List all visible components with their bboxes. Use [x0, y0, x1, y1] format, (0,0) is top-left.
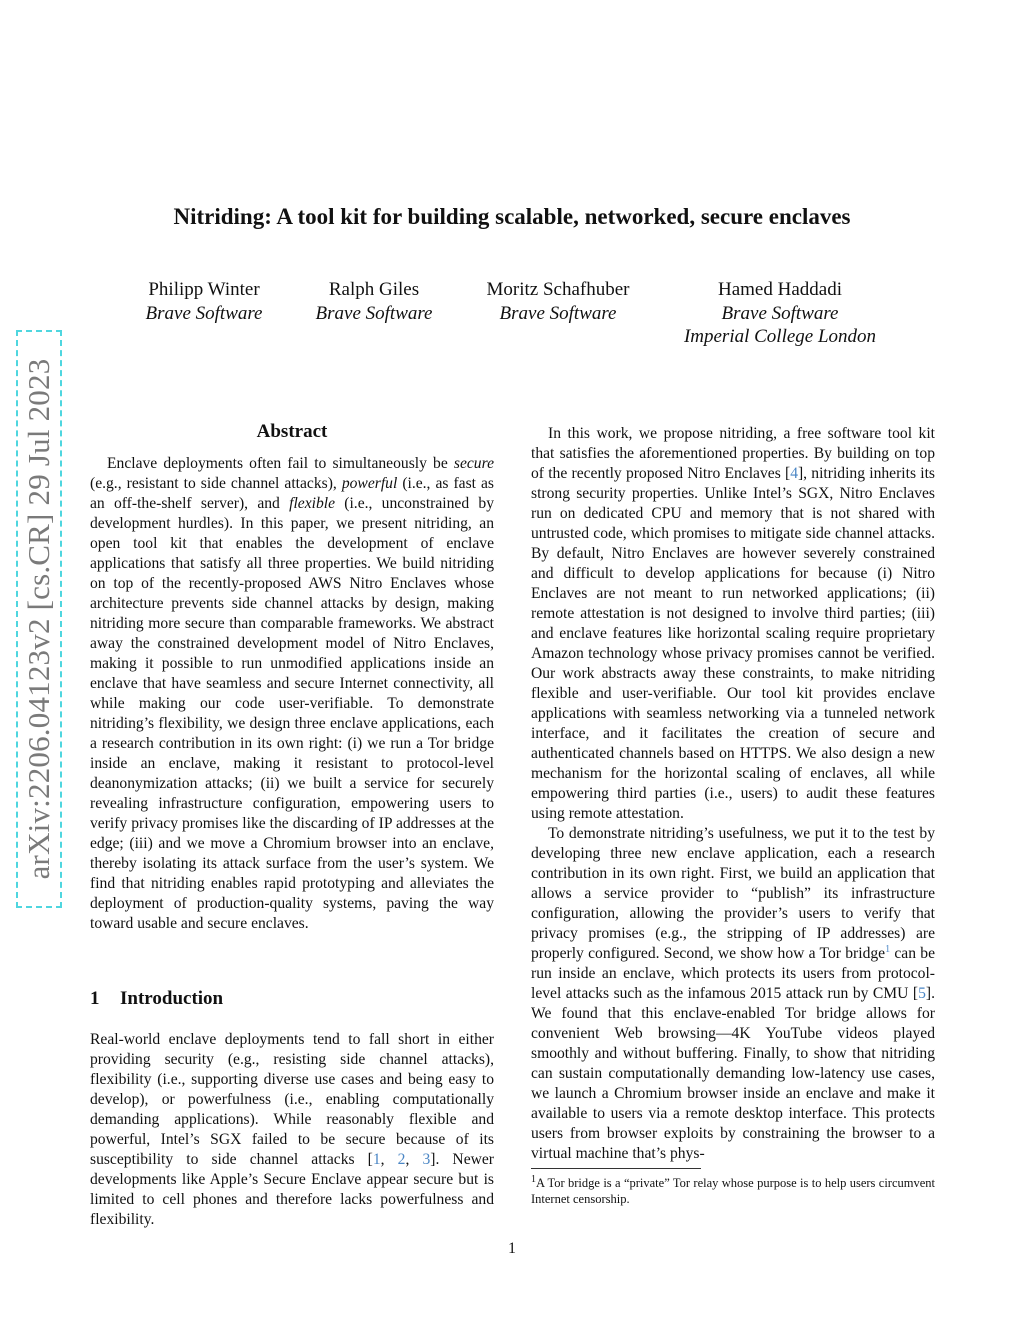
- intro-column-left: [90, 1030, 494, 1230]
- author-affiliation: Brave Software: [315, 302, 433, 324]
- intro-paragraph-1: Real-world enclave deployments tend to fall short in either providing security (e.g., resisting side channel attacks), flexibility (i.e., supporting diverse use cases and being easy to develop), or powerfulness (i.e., enabling computationally demanding applications). While reasonably flexible and powerful, Intel’s SGX failed to be secure because of its susceptibility to side channel attacks [1, 2, 3]. Newer developments like Apple’s Secure Enclave appear secure but is limited to cell phones and therefore lacks powerfulness and flexibility.: [90, 1031, 494, 1228]
- author-name: Moritz Schafhuber: [486, 279, 630, 300]
- abstract-body: [90, 454, 494, 934]
- author-name: Philipp Winter: [148, 279, 260, 300]
- author-name: Hamed Haddadi: [718, 279, 842, 300]
- abstract-paragraph: Enclave deployments often fail to simultaneously be secure (e.g., resistant to side channel attacks), powerful (i.e., as fast as an off-the-shelf server), and flexible (i.e., unconstrained by development hurdles). In this paper, we present nitriding, an open tool kit that enables the development of enclave applications that satisfy all three properties. We build nitriding on top of the recently-proposed AWS Nitro Enclaves whose architecture prevents side channel attacks by design, making nitriding more secure than comparable frameworks. We abstract away the constrained development model of Nitro Enclaves, making it possible to run unmodified applications inside an enclave that have seamless and secure Internet connectivity, all while making our code user-verifiable. To demonstrate nitriding’s flexibility, we design three enclave applications, each a research contribution in its own right: (i) we run a Tor bridge inside an enclave, making it resistant to protocol-level deanonymization attacks; (ii) we built a service for securely revealing infrastructure configuration, empowering users to verify privacy promises like the discarding of IP addresses at the edge; (iii) and we move a Chromium browser into an enclave, thereby isolating its attack surface from the user’s system. We find that nitriding enables rapid prototyping and alleviates the deployment of production-quality systems, paving the way toward usable and secure enclaves.: [90, 455, 495, 932]
- author-affiliation: Brave Software: [145, 302, 263, 324]
- author-affiliation: Brave Software: [721, 302, 839, 324]
- section-heading-introduction: 1 Introduction: [90, 988, 224, 1009]
- footnote-number: 1: [531, 1173, 536, 1185]
- author-2: [304, 278, 444, 325]
- abstract-heading: Abstract: [256, 421, 328, 442]
- footnote-text: A Tor bridge is a “private” Tor relay whose purpose is to help users circumvent Internet censorship.: [531, 1176, 935, 1206]
- author-1: [134, 278, 274, 325]
- citation-link[interactable]: 3: [422, 1151, 431, 1168]
- right-paragraph-2: To demonstrate nitriding’s usefulness, we put it to the test by developing three new enclave application, each a research contribution in its own right. First, we build an application that allows a service provider to “publish” its infrastructure configuration, allowing the provider’s users to verify that privacy promises (e.g., the stripping of IP addresses) are properly configured. Second, we show how a Tor bridge$^1$ can be run inside an enclave, which protects its users from protocol-level attacks such as the infamous 2015 attack run by CMU [5]. We found that this enclave-enabled Tor bridge allows for convenient Web browsing—4K YouTube videos played smoothly and without buffering. Finally, to show that nitriding can sustain computationally demanding low-latency use cases, we launch a Chromium browser inside an enclave and make it available to users via a remote desktop interface. This protects users from browser exploits by constraining the browser to a virtual machine that’s phys-: [531, 825, 935, 1162]
- right-paragraph-1: In this work, we propose nitriding, a free software tool kit that satisfies the aforementioned properties. By building on top of the recently proposed Nitro Enclaves [4], nitriding inherits its strong security properties. Unlike Intel’s SGX, Nitro Enclaves run on dedicated CPU and memory that is not shared with untrusted code, which promises to mitigate side channel attacks. By default, Nitro Enclaves are however severely constrained and difficult to develop applications for because (i) Nitro Enclaves are not meant to run networked applications; (ii) remote attestation is not designed to involve third parties; (iii) and enclave features like horizontal scaling require proprietary Amazon technology whose privacy promises cannot be verified. Our work abstracts away these constraints, to make nitriding flexible and user-verifiable. Our tool kit provides enclave applications with seamless networking via a tunneled network interface, and it facilitates the creation of secure and authenticated channels based on HTTPS. We also design a new mechanism for the horizontal scaling of enclaves, all while empowering third parties (i.e., users) to audit these features using remote attestation.: [531, 425, 935, 822]
- arxiv-id: arXiv:2206.04123v2 [cs.CR] 29 Jul 2023: [21, 358, 56, 880]
- right-column: [531, 424, 935, 1164]
- footnote: [531, 1175, 935, 1207]
- citation-link[interactable]: 5: [918, 985, 926, 1002]
- page-number: 1: [508, 1240, 516, 1257]
- author-name: Ralph Giles: [328, 279, 420, 300]
- footnote-divider: [531, 1168, 701, 1169]
- citation-link[interactable]: 2: [397, 1151, 406, 1168]
- footnote-marker[interactable]: 1: [885, 943, 891, 955]
- arxiv-watermark: [16, 330, 62, 908]
- citation-link[interactable]: 1: [372, 1151, 381, 1168]
- author-4: [665, 278, 895, 349]
- author-affiliation: Imperial College London: [683, 326, 877, 347]
- citation-link[interactable]: 4: [790, 465, 798, 482]
- author-affiliation: Brave Software: [499, 302, 617, 324]
- paper-title: Nitriding: A tool kit for building scalable, networked, secure enclaves: [173, 204, 851, 229]
- author-3: [468, 278, 648, 325]
